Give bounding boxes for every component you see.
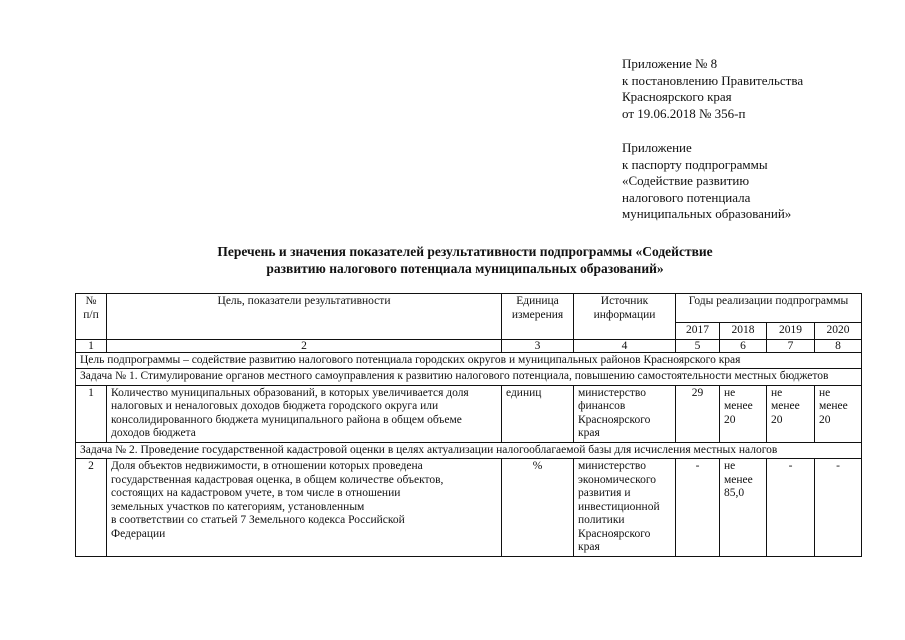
appendix-line: «Содействие развитию	[622, 173, 750, 188]
table-row	[76, 459, 862, 557]
row-source: министерство экономического развития и инвестиционной политики Красноярского края	[574, 459, 676, 557]
task-2-row	[76, 442, 862, 459]
goal-text: Цель подпрограммы – содействие развитию налогового потенциала городских округов и муниципальных районов Красноярского края	[76, 352, 862, 369]
col-number: 2	[107, 339, 502, 352]
row-goal-line: Доля объектов недвижимости, в отношении которых проведена	[111, 460, 423, 472]
title-line-1: Перечень и значения показателей результативности подпрограммы «Содействие	[217, 244, 713, 259]
appendix-line: муниципальных образований»	[622, 206, 792, 221]
appendix-line: налогового потенциала	[622, 189, 751, 205]
col-number: 4	[574, 339, 676, 352]
goal-row	[76, 352, 862, 369]
row-goal-line: Федерации	[111, 527, 166, 540]
row-value-2020: -	[815, 459, 862, 557]
header-year: 2018	[720, 323, 767, 340]
row-goal-line: государственная кадастровая оценка, в общем количестве объектов,	[111, 473, 444, 486]
header-year: 2019	[767, 323, 815, 340]
header-goal: Цель, показатели результативности	[107, 294, 502, 340]
col-number: 6	[720, 339, 767, 352]
header-year: 2020	[815, 323, 862, 340]
header-years-group: Годы реализации подпрограммы	[676, 294, 862, 323]
appendix-line: Красноярского края	[622, 89, 732, 104]
row-num: 1	[76, 385, 107, 442]
col-number: 5	[676, 339, 720, 352]
column-numbers-row	[76, 339, 862, 352]
row-value-2017: 29	[676, 385, 720, 442]
col-number: 1	[76, 339, 107, 352]
col-number: 7	[767, 339, 815, 352]
header-source: Источник информации	[574, 294, 676, 340]
table-row	[76, 385, 862, 442]
appendix-line: Приложение № 8	[622, 56, 718, 71]
appendix-passport-block	[622, 140, 791, 223]
header-unit: Единица измерения	[502, 294, 574, 340]
title-line-2: развитию налогового потенциала муниципальных образований»	[266, 261, 664, 276]
row-goal-line: в соответствии со статьей 7 Земельного кодекса Российской	[111, 514, 405, 526]
header-num: № п/п	[76, 294, 107, 340]
task-2-text: Задача № 2. Проведение государственной кадастровой оценки в целях актуализации налогооблагаемой базы для исчисления местных налогов	[76, 442, 862, 459]
row-value-2020: не менее 20	[815, 385, 862, 442]
appendix-8-block	[622, 56, 803, 122]
row-value-2018: не менее 20	[720, 385, 767, 442]
row-goal	[107, 459, 502, 557]
row-value-2018: не менее 85,0	[720, 459, 767, 557]
col-number: 8	[815, 339, 862, 352]
appendix-line: к постановлению Правительства	[622, 72, 804, 88]
appendix-line: к паспорту подпрограммы	[622, 156, 768, 172]
task-1-row	[76, 369, 862, 386]
indicators-table	[75, 293, 862, 557]
row-value-2017: -	[676, 459, 720, 557]
appendix-line: Приложение	[622, 140, 692, 155]
document-title	[150, 243, 780, 277]
appendix-line: от 19.06.2018 № 356-п	[622, 105, 746, 121]
header-year: 2017	[676, 323, 720, 340]
row-goal-line: состоящих на кадастровом учете, в том числе в отношении	[111, 487, 401, 499]
row-goal: Количество муниципальных образований, в которых увеличивается доля налоговых и неналоговых доходов бюджета городского округа или консолидированного бюджета муниципального района в общем объеме доходов бюджета	[107, 385, 502, 442]
row-num: 2	[76, 459, 107, 557]
row-source: министерство финансов Красноярского края	[574, 385, 676, 442]
row-value-2019: -	[767, 459, 815, 557]
header-row	[76, 294, 862, 323]
row-unit: единиц	[502, 385, 574, 442]
col-number: 3	[502, 339, 574, 352]
task-1-text: Задача № 1. Стимулирование органов местного самоуправления к развитию налогового потенциала, повышению самостоятельности местных бюджетов	[76, 369, 862, 386]
row-unit: %	[502, 459, 574, 557]
row-goal-line: земельных участков по категориям, установленным	[111, 500, 365, 513]
row-value-2019: не менее 20	[767, 385, 815, 442]
